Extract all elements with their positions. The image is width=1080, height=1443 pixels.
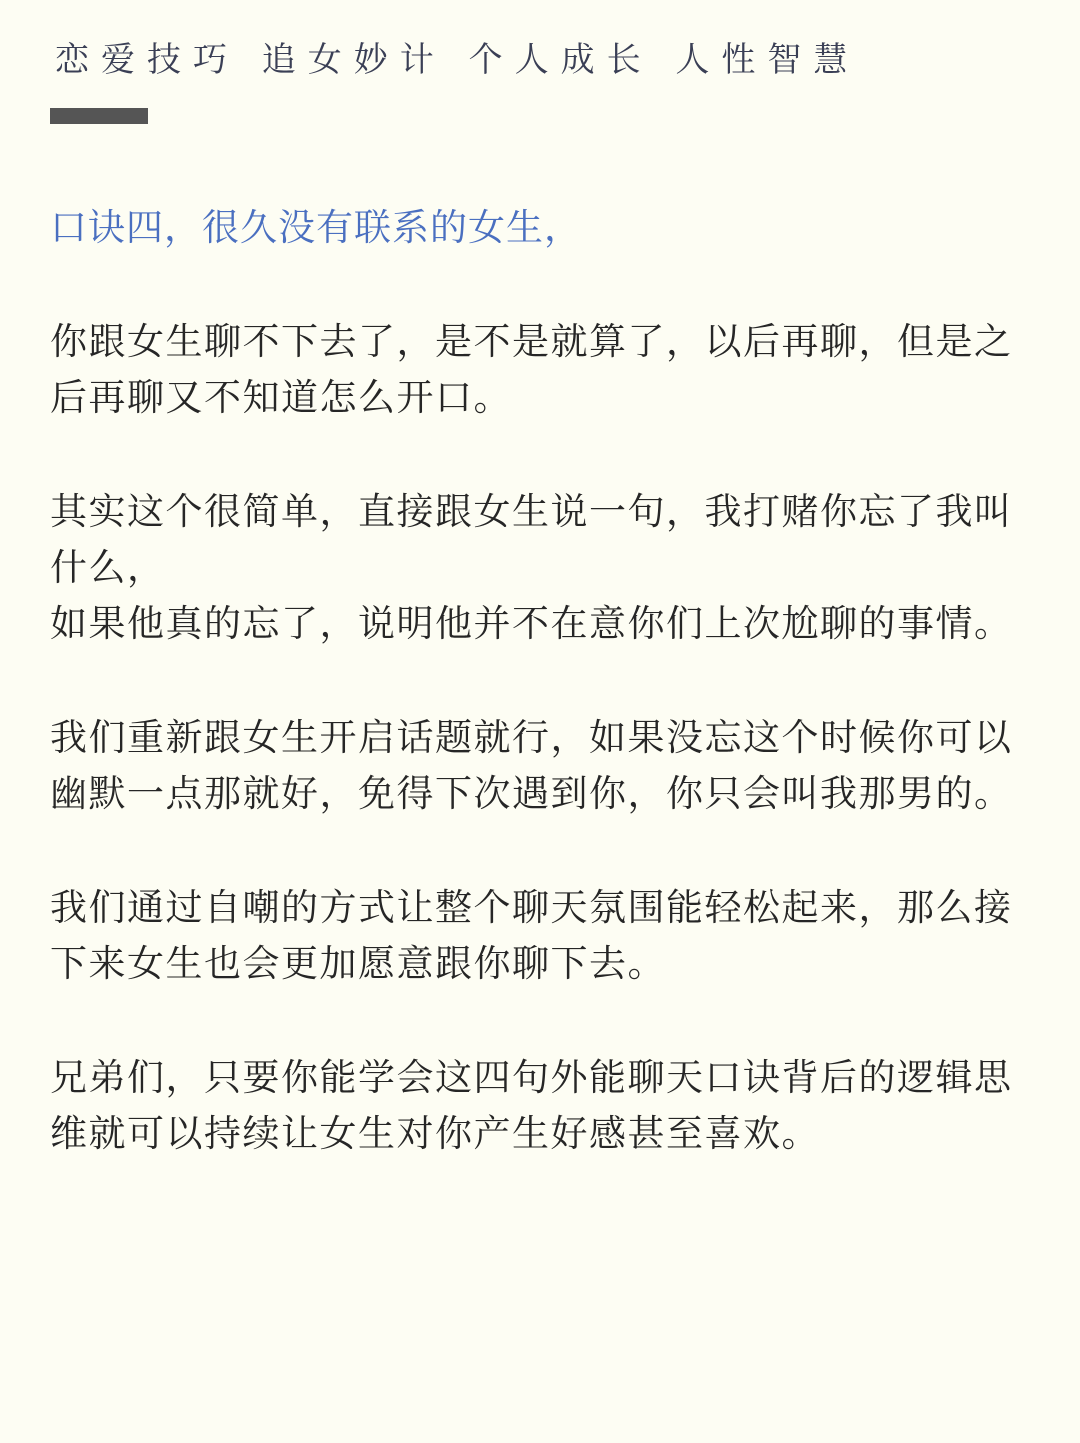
paragraph-5 — [50, 1050, 1035, 1162]
section-subtitle: 口诀四，很久没有联系的女生， — [50, 206, 582, 249]
paragraph-4 — [50, 880, 1035, 992]
paragraph-line: 我们通过自嘲的方式让整个聊天氛围能轻松起来，那么接下来女生也会更加愿意跟你聊下去。 — [50, 886, 1013, 985]
paragraph-line: 如果他真的忘了，说明他并不在意你们上次尬聊的事情。 — [50, 602, 1013, 645]
paragraph-2 — [50, 484, 1035, 652]
header-divider-bar — [50, 108, 148, 124]
paragraph-line: 其实这个很简单，直接跟女生说一句，我打赌你忘了我叫什么， — [50, 490, 1013, 589]
article-content — [50, 200, 1035, 1220]
paragraph-line: 你跟女生聊不下去了，是不是就算了，以后再聊，但是之后再聊又不知道怎么开口。 — [50, 320, 1013, 419]
paragraph-line: 我们重新跟女生开启话题就行，如果没忘这个时候你可以幽默一点那就好，免得下次遇到你，你只会叫我那男的。 — [50, 716, 1013, 815]
paragraph-3 — [50, 710, 1035, 822]
paragraph-line: 兄弟们，只要你能学会这四句外能聊天口诀背后的逻辑思维就可以持续让女生对你产生好感甚至喜欢。 — [50, 1056, 1013, 1155]
paragraph-1 — [50, 314, 1035, 426]
header-tags: 恋爱技巧 追女妙计 个人成长 人性智慧 — [55, 40, 860, 80]
